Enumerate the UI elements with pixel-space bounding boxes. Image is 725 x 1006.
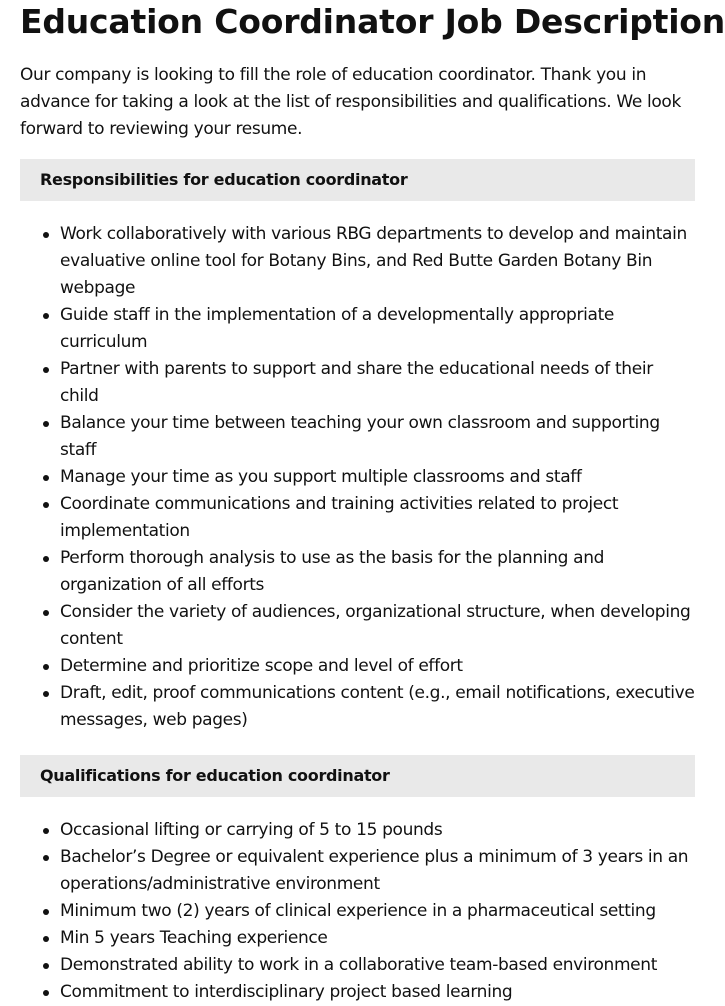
list-item: Partner with parents to support and share the educational needs of their child (60, 356, 695, 410)
responsibilities-list (20, 221, 695, 734)
list-item: Minimum two (2) years of clinical experience in a pharmaceutical setting (60, 898, 695, 925)
list-item: Draft, edit, proof communications content (e.g., email notifications, executive messages, web pages) (60, 680, 695, 734)
list-item: Demonstrated ability to work in a collaborative team-based environment (60, 952, 695, 979)
list-item: Guide staff in the implementation of a developmentally appropriate curriculum (60, 302, 695, 356)
list-item: Manage your time as you support multiple classrooms and staff (60, 464, 695, 491)
list-item: Coordinate communications and training activities related to project implementation (60, 491, 695, 545)
list-item: Determine and prioritize scope and level of effort (60, 653, 695, 680)
list-item: Bachelor’s Degree or equivalent experience plus a minimum of 3 years in an operations/administrative environment (60, 844, 695, 898)
list-item: Min 5 years Teaching experience (60, 925, 695, 952)
list-item: Work collaboratively with various RBG departments to develop and maintain evaluative online tool for Botany Bins, and Red Butte Garden Botany Bin webpage (60, 221, 695, 302)
qualifications-heading: Qualifications for education coordinator (20, 755, 695, 797)
list-item: Commitment to interdisciplinary project based learning (60, 979, 695, 1006)
intro-paragraph: Our company is looking to fill the role of education coordinator. Thank you in advance for taking a look at the list of responsibilities and qualifications. We look forward to reviewing your resume. (20, 65, 681, 139)
qualifications-list (20, 817, 695, 1006)
list-item: Consider the variety of audiences, organizational structure, when developing content (60, 599, 695, 653)
list-item: Balance your time between teaching your own classroom and supporting staff (60, 410, 695, 464)
list-item: Perform thorough analysis to use as the basis for the planning and organization of all efforts (60, 545, 695, 599)
page-title: Education Coordinator Job Description (20, 2, 725, 41)
list-item: Occasional lifting or carrying of 5 to 15 pounds (60, 817, 695, 844)
responsibilities-heading: Responsibilities for education coordinator (20, 159, 695, 201)
